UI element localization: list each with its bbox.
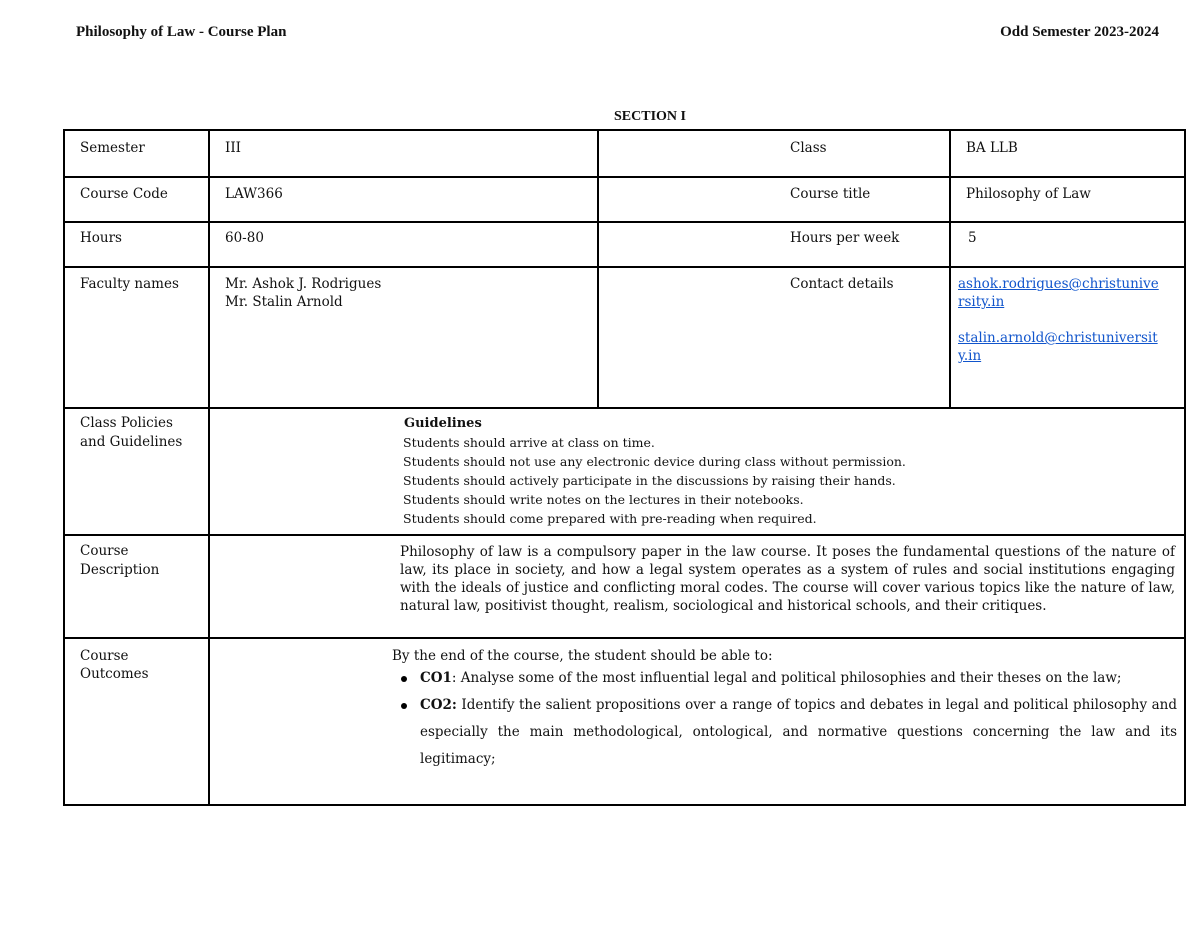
course-title-value: Philosophy of Law (966, 186, 1091, 202)
outcome-code: CO2: (420, 697, 457, 713)
contact-details-label: Contact details (790, 276, 894, 292)
guideline-item: Students should not use any electronic device during class without permission. (403, 454, 906, 469)
email-link-line[interactable]: rsity.in (958, 294, 1005, 310)
column-divider (208, 129, 210, 806)
email-link-line[interactable]: stalin.arnold@christuniversit (958, 330, 1158, 346)
faculty-name: Mr. Stalin Arnold (225, 294, 343, 310)
outcome-item (420, 692, 1177, 773)
document-header-title: Philosophy of Law - Course Plan (76, 24, 287, 40)
class-label: Class (790, 140, 827, 156)
guideline-item: Students should write notes on the lectures in their notebooks. (403, 492, 804, 507)
course-outcomes (392, 647, 1177, 773)
outcomes-list (392, 665, 1177, 773)
outcomes-label: Course (80, 648, 129, 664)
policies-label: Class Policies (80, 415, 173, 431)
row-divider (63, 176, 1186, 178)
hours-per-week-label: Hours per week (790, 230, 900, 246)
row-divider (63, 534, 1186, 536)
course-title-label: Course title (790, 186, 871, 202)
guidelines-heading: Guidelines (404, 416, 482, 431)
description-label: Course (80, 543, 129, 559)
hours-value: 60-80 (225, 230, 264, 246)
row-divider (63, 266, 1186, 268)
row-divider (63, 407, 1186, 409)
row-divider (63, 221, 1186, 223)
policies-label: and Guidelines (80, 434, 183, 450)
outcome-text: Identify the salient propositions over a range of topics and debates in legal and political philosophy and especially the main methodological, ontological, and normative questions concerning the law and its legitimacy; (420, 697, 1177, 767)
column-divider (949, 129, 951, 408)
course-code-value: LAW366 (225, 186, 283, 202)
faculty-names-label: Faculty names (80, 276, 179, 292)
guideline-item: Students should come prepared with pre-reading when required. (403, 511, 817, 526)
description-label: Description (80, 562, 160, 578)
course-code-label: Course Code (80, 186, 168, 202)
email-link-line[interactable]: y.in (958, 348, 982, 364)
table-border-left (63, 129, 65, 806)
class-value: BA LLB (966, 140, 1018, 156)
guideline-item: Students should arrive at class on time. (403, 435, 655, 450)
table-border-bottom (63, 804, 1186, 806)
outcome-text: : Analyse some of the most influential legal and political philosophies and their theses on the law; (451, 670, 1122, 686)
semester-label: Semester (80, 140, 145, 156)
hours-per-week-value: 5 (968, 230, 977, 246)
outcomes-label: Outcomes (80, 666, 149, 682)
outcomes-intro: By the end of the course, the student should be able to: (392, 648, 773, 664)
document-header-semester: Odd Semester 2023-2024 (1000, 24, 1159, 40)
table-border-right (1184, 129, 1186, 806)
faculty-name: Mr. Ashok J. Rodrigues (225, 276, 382, 292)
column-divider (597, 129, 599, 408)
section-title: SECTION I (614, 109, 686, 124)
outcome-code: CO1 (420, 670, 452, 686)
course-description-text: Philosophy of law is a compulsory paper in the law course. It poses the fundamental questions of the nature of law, its place in society, and how a legal system operates as a system of rules and social institutions engaging with the ideals of justice and conflicting moral codes. The course will cover various topics like the nature of law, natural law, positivist thought, realism, sociological and historical schools, and their critiques. (400, 544, 1175, 614)
table-border-top (63, 129, 1186, 131)
email-link-line[interactable]: ashok.rodrigues@christunive (958, 276, 1159, 292)
row-divider (63, 637, 1186, 639)
guideline-item: Students should actively participate in the discussions by raising their hands. (403, 473, 896, 488)
hours-label: Hours (80, 230, 122, 246)
semester-value: III (225, 140, 241, 156)
outcome-item (420, 665, 1177, 692)
